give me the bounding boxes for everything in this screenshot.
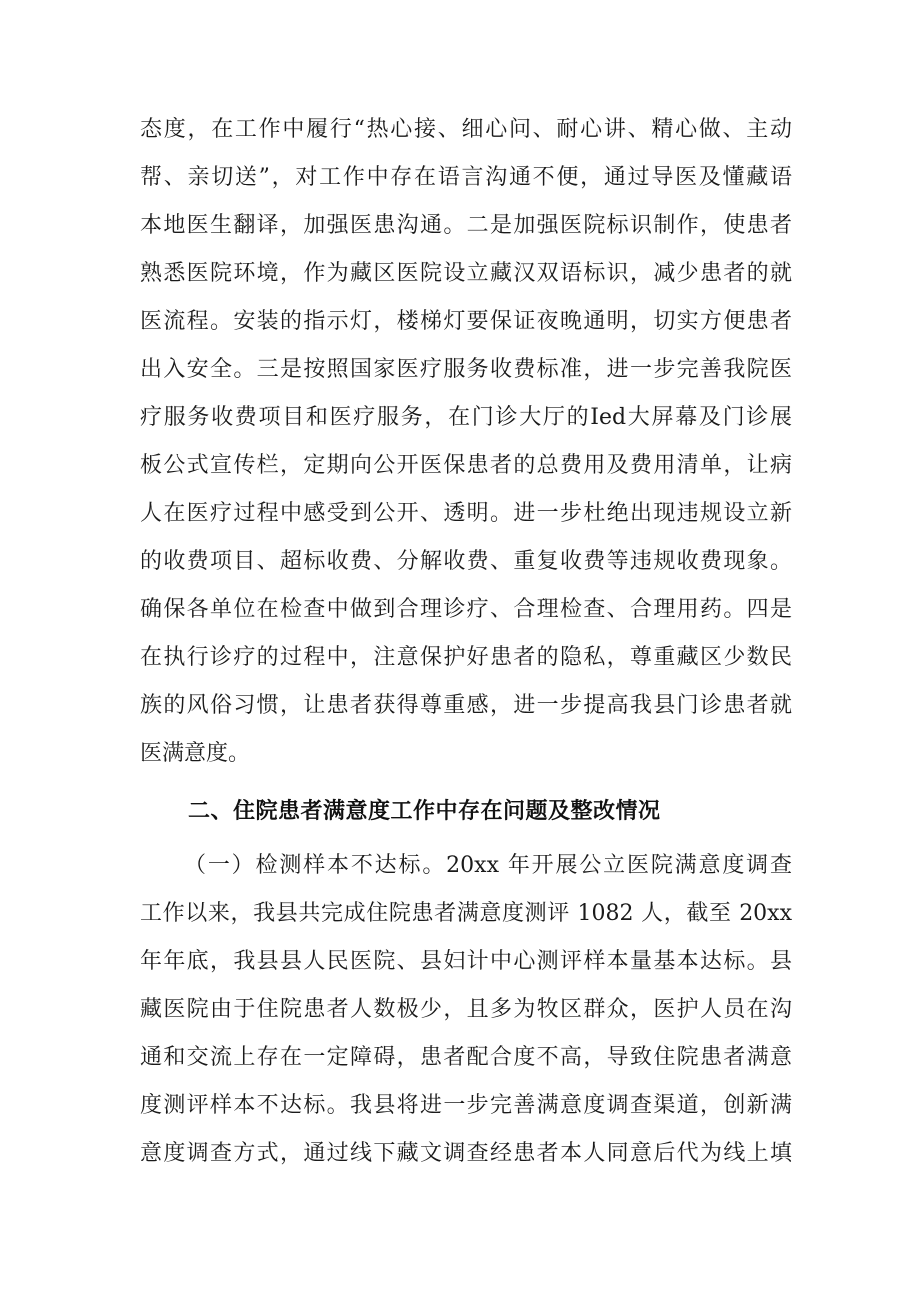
paragraph-line: 人在医疗过程中感受到公开、透明。进一步杜绝出现违规设立新 [140,501,792,526]
paragraph-line: 板公式宣传栏，定期向公开医保患者的总费用及费用清单，让病 [140,453,792,478]
section-paragraph-line: 意度调查方式，通过线下藏文调查经患者本人同意后代为线上填 [140,1141,792,1166]
paragraph-line-last: 医满意度。 [140,741,251,766]
section-heading: 二、住院患者满意度工作中存在问题及整改情况 [188,799,661,824]
paragraph-line: 医流程。安装的指示灯，楼梯灯要保证夜晚通明，切实方便患者 [140,309,792,334]
section-paragraph-line: 度测评样本不达标。我县将进一步完善满意度调查渠道，创新满 [140,1093,792,1118]
paragraph-line: 态度，在工作中履行“热心接、细心问、耐心讲、精心做、主动 [140,117,792,142]
paragraph-line: 疗服务收费项目和医疗服务，在门诊大厅的Ied大屏幕及门诊展 [140,405,792,430]
section-paragraph-line: 年年底，我县县人民医院、县妇计中心测评样本量基本达标。县 [140,949,792,974]
paragraph-line: 族的风俗习惯，让患者获得尊重感，进一步提高我县门诊患者就 [140,693,792,718]
paragraph-line: 本地医生翻译，加强医患沟通。二是加强医院标识制作，使患者 [140,213,792,238]
paragraph-line: 熟悉医院环境，作为藏区医院设立藏汉双语标识，减少患者的就 [140,261,792,286]
paragraph-line: 在执行诊疗的过程中，注意保护好患者的隐私，尊重藏区少数民 [140,645,792,670]
paragraph-line: 出入安全。三是按照国家医疗服务收费标准，进一步完善我院医 [140,357,792,382]
paragraph-line: 的收费项目、超标收费、分解收费、重复收费等违规收费现象。 [140,549,792,574]
section-paragraph-line: 通和交流上存在一定障碍，患者配合度不高，导致住院患者满意 [140,1045,792,1070]
section-paragraph-line: 工作以来，我县共完成住院患者满意度测评 1082 人，截至 20xx [140,901,792,926]
paragraph-line: 确保各单位在检查中做到合理诊疗、合理检查、合理用药。四是 [140,597,792,622]
section-paragraph-line: 藏医院由于住院患者人数极少，且多为牧区群众，医护人员在沟 [140,997,792,1022]
paragraph-line: 帮、亲切送”，对工作中存在语言沟通不便，通过导医及懂藏语 [140,165,792,190]
section-paragraph-line: （一）检测样本不达标。20xx 年开展公立医院满意度调查 [184,853,792,878]
